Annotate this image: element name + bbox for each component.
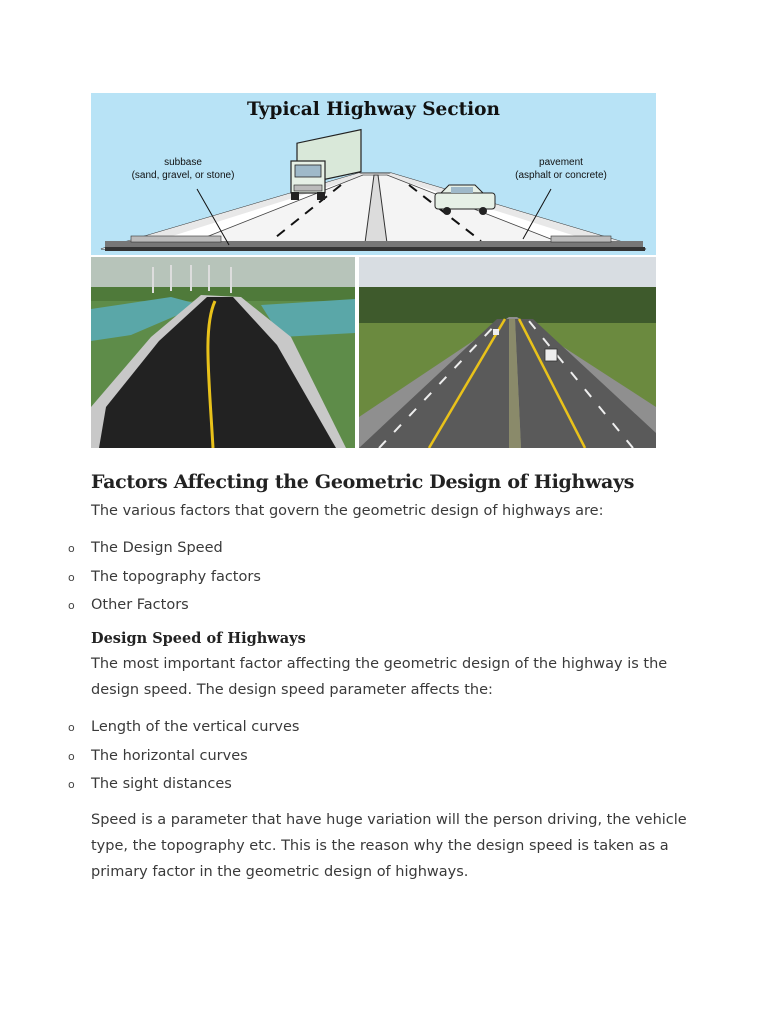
bullet-icon: o [68,599,75,612]
bullet-icon: o [68,778,75,791]
bullet-icon: o [68,749,75,763]
highway-figure [91,93,656,448]
diagram-title: Typical Highway Section [247,99,500,120]
pavement-label: pavement (asphalt or concrete) [515,157,607,181]
design-speed-paragraph: The most important factor affecting the geometric design of the highway is the design speed. The design speed parameter affects the: [91,656,668,698]
intro-paragraph: The various factors that govern the geometric design of highways are: [91,503,604,519]
bullet-icon: o [68,721,75,734]
subbase-label: subbase (sand, gravel, or stone) [131,157,235,181]
speed-paragraph: Speed is a parameter that have huge variation will the person driving, the vehicle type, the topography etc. This is the reason why the design speed is taken as a primary factor in the geometric design of highways. [91,812,687,880]
section-heading: Design Speed of Highways [91,630,306,647]
highway-section-diagram [91,93,656,255]
bullet-icon: o [68,570,75,584]
curved-road-photo [91,257,355,448]
bullet-icon: o [68,542,75,555]
page-title: Factors Affecting the Geometric Design of Highways [91,471,635,493]
straight-highway-photo [359,257,656,448]
